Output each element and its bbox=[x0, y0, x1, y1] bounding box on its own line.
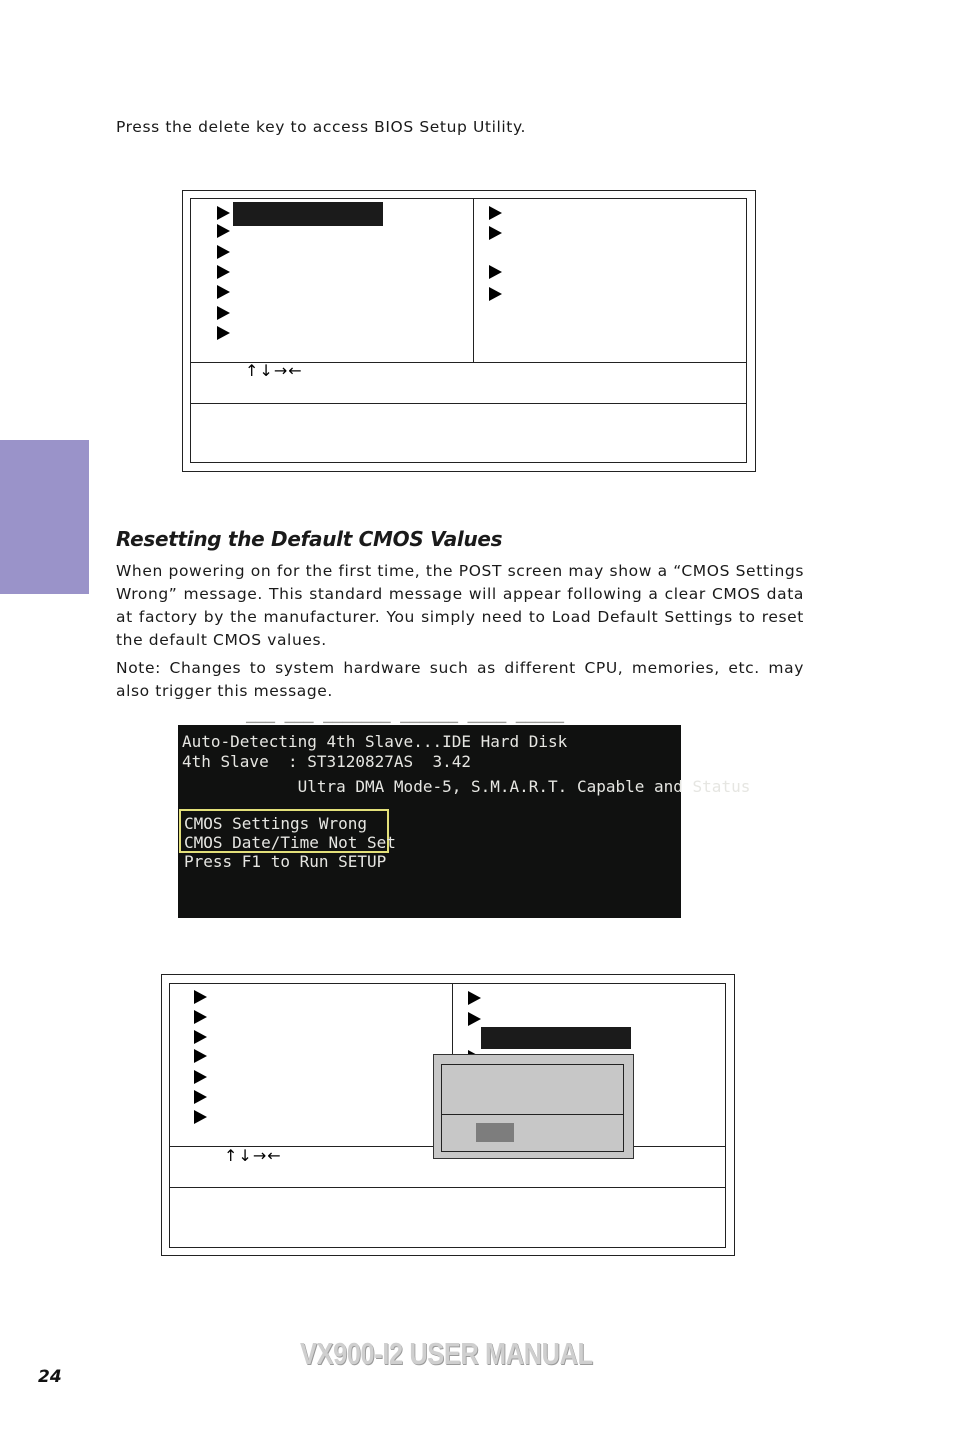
menu-arrow-icon[interactable] bbox=[194, 1049, 207, 1063]
chapter-side-tab bbox=[0, 440, 89, 594]
post-line: Press F1 to Run SETUP bbox=[184, 852, 387, 871]
post-line-cropped: ─── ─── ─────── ────── ──── ───── bbox=[246, 713, 564, 732]
bios-load-defaults-screen bbox=[161, 974, 735, 1256]
menu-arrow-icon[interactable] bbox=[194, 1010, 207, 1024]
page-number: 24 bbox=[38, 1367, 62, 1387]
post-line: CMOS Date/Time Not Set bbox=[184, 833, 396, 852]
paragraph-note: Note: Changes to system hardware such as different CPU, memories, etc. may also trigger this message. bbox=[116, 659, 804, 700]
navigation-keys: ↑↓→← bbox=[245, 361, 303, 380]
menu-arrow-icon[interactable] bbox=[489, 206, 502, 220]
selected-menu-item[interactable] bbox=[233, 202, 383, 226]
menu-arrow-icon[interactable] bbox=[468, 1012, 481, 1026]
dialog-confirm-button[interactable] bbox=[476, 1123, 514, 1142]
post-line: 4th Slave : ST3120827AS 3.42 bbox=[182, 752, 471, 771]
menu-arrow-icon[interactable] bbox=[489, 287, 502, 301]
bios-screen-frame bbox=[190, 198, 747, 463]
menu-arrow-icon[interactable] bbox=[194, 1110, 207, 1124]
menu-arrow-icon[interactable] bbox=[217, 206, 230, 220]
post-line: CMOS Settings Wrong bbox=[184, 814, 368, 833]
menu-arrow-icon[interactable] bbox=[217, 224, 230, 238]
dialog-frame bbox=[441, 1064, 624, 1152]
post-line: Ultra DMA Mode-5, S.M.A.R.T. Capable and Status bbox=[182, 777, 751, 796]
menu-arrow-icon[interactable] bbox=[217, 285, 230, 299]
navigation-keys: ↑↓→← bbox=[224, 1146, 282, 1165]
menu-arrow-icon[interactable] bbox=[217, 306, 230, 320]
manual-title: VX900-I2 USER MANUAL bbox=[300, 1336, 593, 1371]
menu-arrow-icon[interactable] bbox=[489, 265, 502, 279]
menu-arrow-icon[interactable] bbox=[217, 326, 230, 340]
dialog-divider bbox=[442, 1114, 623, 1115]
section-heading: Resetting the Default CMOS Values bbox=[116, 527, 503, 551]
post-screen-photo bbox=[178, 713, 751, 918]
bios-divider-bottom bbox=[170, 1187, 725, 1188]
menu-arrow-icon[interactable] bbox=[217, 245, 230, 259]
bios-column-divider bbox=[473, 199, 474, 362]
bios-setup-screen bbox=[182, 190, 756, 472]
post-line: Auto-Detecting 4th Slave...IDE Hard Disk bbox=[182, 732, 568, 751]
paragraph-cmos-message: When powering on for the first time, the POST screen may show a “CMOS Settings Wrong” message. This standard message will appear following a clear CMOS data at factory by the manufacturer. You simply need to Load Default Settings to reset the default CMOS values. bbox=[116, 562, 804, 649]
intro-text: Press the delete key to access BIOS Setup Utility. bbox=[116, 118, 527, 136]
menu-arrow-icon[interactable] bbox=[194, 1030, 207, 1044]
menu-arrow-icon[interactable] bbox=[194, 990, 207, 1004]
load-defaults-dialog bbox=[433, 1054, 634, 1159]
selected-menu-item[interactable] bbox=[481, 1027, 631, 1049]
menu-arrow-icon[interactable] bbox=[194, 1070, 207, 1084]
menu-arrow-icon[interactable] bbox=[217, 265, 230, 279]
menu-arrow-icon[interactable] bbox=[489, 226, 502, 240]
menu-arrow-icon[interactable] bbox=[194, 1090, 207, 1104]
menu-arrow-icon[interactable] bbox=[468, 991, 481, 1005]
bios-divider-bottom bbox=[191, 403, 746, 404]
